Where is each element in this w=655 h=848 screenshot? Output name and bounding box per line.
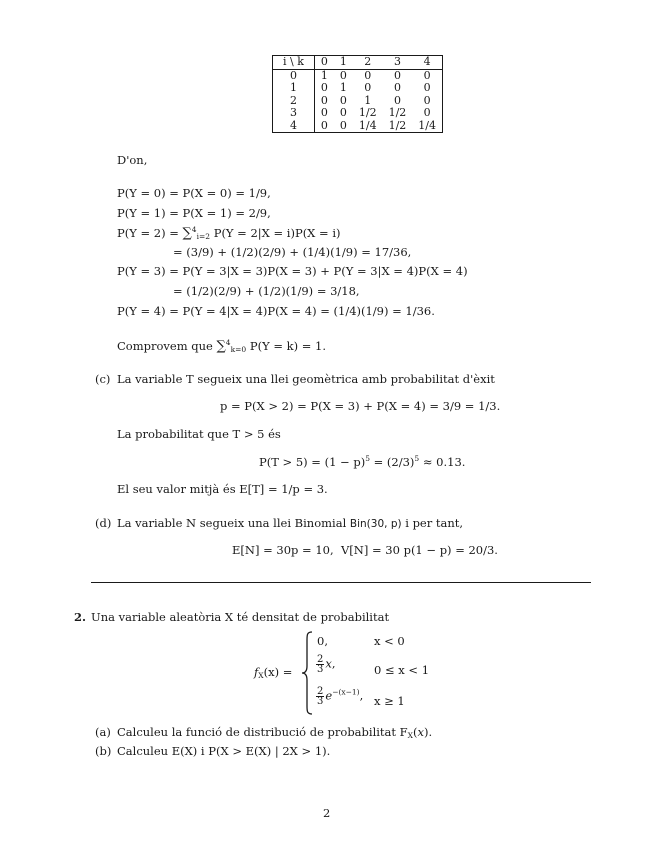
item-b-label: (b) — [95, 744, 112, 758]
table-col-header: 1 — [334, 56, 353, 70]
table-cell: 0 — [364, 68, 372, 82]
table-row-header: 0 — [273, 69, 315, 82]
equation-y4: P(Y = 4) = P(Y = 4|X = 4)P(X = 4) = (1/4)(1/9) = 1/36. — [117, 304, 435, 318]
left-brace-icon — [300, 630, 314, 716]
case3-value: $\frac{2}{3}$ $e^{-(x-1)}$, — [317, 686, 364, 707]
exponent: 5 — [414, 454, 420, 463]
sum-symbol: ∑ — [216, 339, 226, 354]
table-row — [273, 107, 443, 120]
fraction-two-thirds: $\frac{2}{3}$ — [317, 654, 324, 675]
table-col-header: 3 — [383, 56, 413, 70]
table-row — [273, 120, 443, 133]
table-row — [273, 95, 443, 108]
equation-y1: P(Y = 1) = P(X = 1) = 2/9, — [117, 206, 271, 220]
item-d-text-c: i per tant, — [405, 516, 464, 530]
item-b-text: Calculeu E(X) i P(X > E(X) | 2X > 1). — [117, 744, 331, 758]
section-divider — [91, 582, 591, 583]
equation-y2-rhs: P(Y = 2|X = i)P(X = i) — [213, 226, 341, 240]
table-cell: 0 — [320, 118, 328, 132]
item-a-text: Calculeu la funció de distribució de probabilitat $F_X(x)$. — [117, 725, 433, 740]
equation-t-part1: P(T > 5) = (1 − p) — [259, 455, 366, 469]
table-cell: 1 — [320, 68, 328, 82]
table-cell: 1 — [339, 81, 347, 94]
sum-symbol: ∑ — [182, 226, 192, 241]
page-number: 2 — [323, 806, 331, 820]
table-cell: 0 — [423, 81, 431, 94]
fraction-two-thirds: $\frac{2}{3}$ — [317, 686, 324, 707]
item-c-label: (c) — [95, 372, 111, 386]
f-symbol: f — [254, 665, 259, 679]
equation-y2-lhs: P(Y = 2) = — [117, 226, 179, 240]
sum-lower: k=0 — [230, 345, 247, 354]
table-col-header: 4 — [412, 56, 442, 70]
conditional-probability-table — [272, 55, 443, 133]
case2-value: $\frac{2}{3}$ x, — [317, 654, 336, 675]
check-line — [117, 338, 326, 354]
case2-condition: 0 ≤ x < 1 — [374, 663, 430, 677]
case1-value: 0, — [317, 634, 328, 648]
table-cell: 0 — [393, 93, 401, 107]
equation-y2-line1 — [117, 225, 340, 241]
equation-y0: P(Y = 0) = P(X = 0) = 1/9, — [117, 186, 271, 200]
sum-upper: 4 — [191, 225, 197, 234]
equation-y3-line1: P(Y = 3) = P(Y = 3|X = 3)P(X = 3) + P(Y = 3|X = 4)P(X = 4) — [117, 264, 468, 278]
f-subscript: X — [258, 671, 264, 680]
item-d-label: (d) — [95, 516, 112, 530]
table-cell: 0 — [320, 106, 328, 119]
item-c-prob-text: La probabilitat que T > 5 és — [117, 427, 281, 441]
equation-n-variance: V[N] = 30 p(1 − p) = 20/3. — [341, 543, 498, 557]
table-cell: 0 — [393, 68, 401, 82]
item-c-mean: El seu valor mitjà és E[T] = 1/p = 3. — [117, 482, 328, 496]
table-cell: 0 — [423, 68, 431, 82]
equation-t — [259, 454, 465, 469]
table-cell: 0 — [339, 106, 347, 119]
problem-2-text: Una variable aleatòria X té densitat de probabilitat — [91, 610, 390, 624]
table-row-header: 3 — [273, 107, 315, 120]
table-cell: 1/2 — [388, 118, 407, 132]
table-cell: 0 — [423, 106, 431, 119]
table-cell: 0 — [320, 81, 328, 94]
table-col-header: 2 — [353, 56, 383, 70]
table-cell: 0 — [339, 68, 347, 82]
table-row-header: 4 — [273, 120, 315, 133]
table-row — [273, 69, 443, 82]
table-cell: 0 — [339, 118, 347, 132]
item-c-text: La variable T segueix una llei geomètrica amb probabilitat d'èxit — [117, 372, 495, 386]
case3-condition: x ≥ 1 — [374, 694, 405, 708]
table-cell: 0 — [320, 93, 328, 107]
table-corner-cell: i \ k — [273, 56, 315, 70]
item-d-text-a: La variable N segueix una llei Binomial — [117, 516, 347, 530]
table-header-row — [273, 56, 443, 70]
case1-condition: x < 0 — [374, 634, 405, 648]
binomial-notation: Bin(30, p) — [349, 518, 402, 530]
table-cell: 1/2 — [388, 106, 407, 119]
table-cell: 0 — [364, 81, 372, 94]
table-row-header: 1 — [273, 82, 315, 95]
sum-upper: 4 — [225, 338, 231, 347]
item-d-text — [117, 516, 463, 530]
table-cell: 1/4 — [358, 118, 377, 132]
item-a-text-main: Calculeu la funció de distribució de probabilitat F — [117, 725, 408, 739]
exponent: 5 — [365, 454, 370, 463]
table-row-header: 2 — [273, 95, 315, 108]
density-lhs — [254, 665, 292, 680]
table-cell: 1 — [364, 93, 372, 107]
equation-y2-line2: = (3/9) + (1/2)(2/9) + (1/4)(1/9) = 17/36, — [173, 245, 412, 259]
table-cell: 0 — [393, 81, 401, 94]
problem-2-number: 2. — [74, 610, 87, 624]
equation-n-mean: E[N] = 30p = 10, — [232, 543, 334, 557]
check-equation: P(Y = k) = 1. — [249, 339, 326, 353]
f-argument: (x) = — [263, 665, 293, 679]
equation-y3-line2: = (1/2)(2/9) + (1/2)(1/9) = 3/18, — [173, 284, 360, 298]
table-cell: 1/2 — [358, 106, 377, 119]
table-cell: 0 — [423, 93, 431, 107]
sum-lower: i=2 — [196, 232, 211, 241]
table-col-header: 0 — [314, 56, 334, 70]
equation-t-part2: = (2/3) — [369, 455, 415, 469]
equation-p: p = P(X > 2) = P(X = 3) + P(X = 4) = 3/9 = 1/3. — [220, 399, 501, 413]
table-cell: 1/4 — [418, 118, 436, 132]
intro-text: D'on, — [117, 153, 148, 167]
item-a-label: (a) — [95, 725, 111, 739]
table-cell: 0 — [339, 93, 347, 107]
table-row — [273, 82, 443, 95]
equation-t-part3: ≈ 0.13. — [419, 455, 466, 469]
check-text: Comprovem que — [117, 339, 213, 353]
